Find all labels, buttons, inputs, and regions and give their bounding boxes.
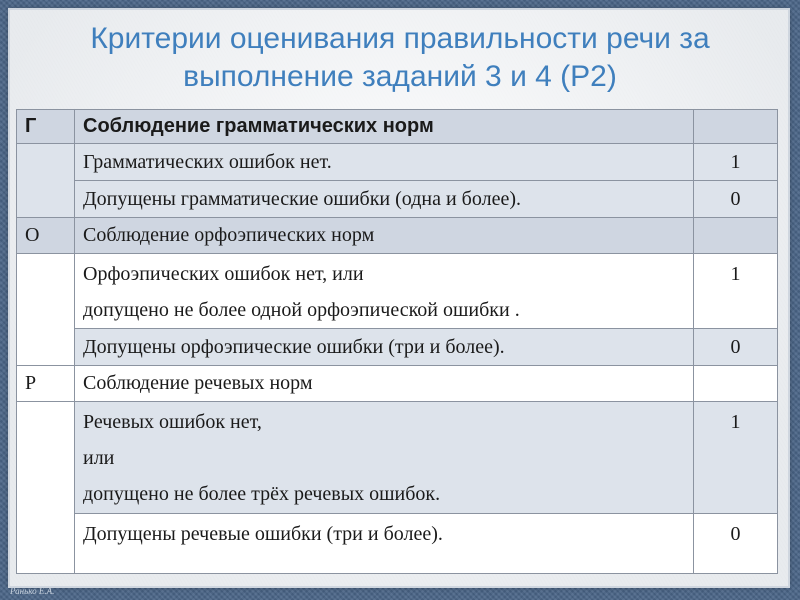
section-heading: Соблюдение речевых норм	[75, 366, 694, 402]
author-watermark: Ранько Е.А.	[10, 586, 55, 596]
section-header-speech	[17, 366, 778, 402]
criteria-row	[17, 514, 778, 574]
criteria-description: Допущены речевые ошибки (три и более).	[75, 514, 694, 574]
title-line-1: Критерии оценивания правильности речи за	[90, 22, 710, 55]
criteria-score: 0	[694, 329, 778, 366]
letter-cell-empty	[17, 254, 75, 366]
section-heading: Соблюдение орфоэпических норм	[75, 218, 694, 254]
criteria-row	[17, 329, 778, 366]
criteria-row	[17, 402, 778, 514]
letter-cell-empty	[17, 144, 75, 218]
letter-cell-empty	[17, 402, 75, 574]
criteria-row	[17, 254, 778, 329]
section-heading: Соблюдение грамматических норм	[75, 110, 694, 144]
slide-title	[20, 20, 780, 106]
section-score-empty	[694, 366, 778, 402]
criteria-row	[17, 144, 778, 181]
criteria-description: Допущены грамматические ошибки (одна и более).	[75, 181, 694, 218]
section-letter: О	[17, 218, 75, 254]
section-score-empty	[694, 110, 778, 144]
section-letter: Г	[17, 110, 75, 144]
criteria-table	[16, 109, 778, 574]
section-score-empty	[694, 218, 778, 254]
criteria-score: 1	[694, 402, 778, 514]
criteria-description: Грамматических ошибок нет.	[75, 144, 694, 181]
criteria-description: Орфоэпических ошибок нет, или допущено не более одной орфоэпической ошибки .	[75, 254, 694, 329]
section-header-grammar	[17, 110, 778, 144]
title-line-2: выполнение заданий 3 и 4 (Р2)	[183, 60, 617, 93]
criteria-score: 1	[694, 254, 778, 329]
section-header-orthoepy	[17, 218, 778, 254]
criteria-score: 1	[694, 144, 778, 181]
criteria-row	[17, 181, 778, 218]
criteria-score: 0	[694, 181, 778, 218]
criteria-score: 0	[694, 514, 778, 574]
criteria-description: Речевых ошибок нет, или допущено не более трёх речевых ошибок.	[75, 402, 694, 514]
criteria-description: Допущены орфоэпические ошибки (три и более).	[75, 329, 694, 366]
section-letter: Р	[17, 366, 75, 402]
